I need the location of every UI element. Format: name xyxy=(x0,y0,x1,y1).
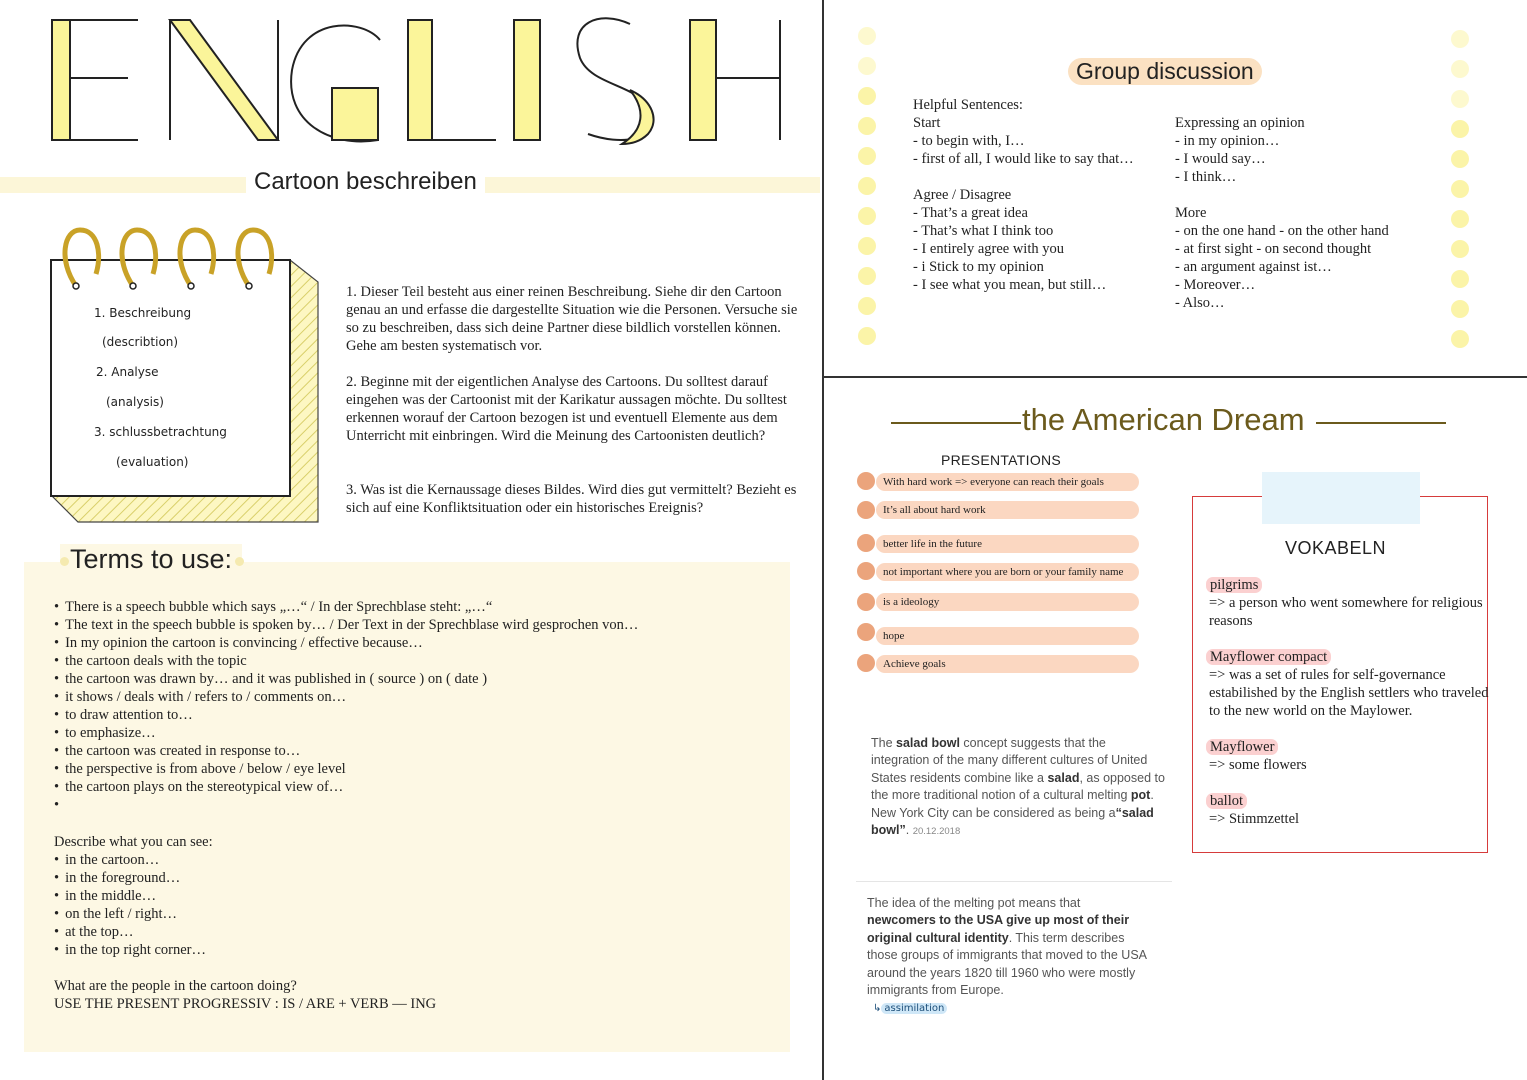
notebook-item: (evaluation) xyxy=(116,455,189,469)
list-item: • the cartoon was drawn by… and it was published in ( source ) on ( date ) xyxy=(54,670,638,688)
list-item: • The text in the speech bubble is spoken by… / Der Text in der Sprechblase wird gesprochen von… xyxy=(54,616,638,634)
list-item: - I entirely agree with you xyxy=(913,241,1064,257)
gd-left-column xyxy=(913,96,1163,294)
vocab-definition: => Stimmzettel xyxy=(1209,811,1300,827)
melting-pot-paragraph xyxy=(867,895,1147,999)
list-item: - in my opinion… xyxy=(1175,133,1280,149)
decor-dot xyxy=(858,237,876,255)
decor-dot xyxy=(1451,210,1469,228)
decor-dot xyxy=(1451,30,1469,48)
agree-heading: Agree / Disagree xyxy=(913,187,1012,203)
decor-dot xyxy=(1451,270,1469,288)
vocab-term: Mayflower xyxy=(1206,739,1278,755)
presentation-item: not important where you are born or your family name xyxy=(876,563,1139,581)
helpful-heading: Helpful Sentences: xyxy=(913,97,1023,113)
decor-dot xyxy=(1451,330,1469,348)
list-item: - Also… xyxy=(1175,295,1225,311)
decor-dot xyxy=(1451,180,1469,198)
list-item: • the cartoon was created in response to… xyxy=(54,742,638,760)
text-run: The idea of the melting pot means that xyxy=(867,896,1081,910)
gd-right-column xyxy=(1175,114,1435,312)
presentations-title: PRESENTATIONS xyxy=(941,452,1062,468)
terms-title: Terms to use: xyxy=(60,544,242,575)
american-dream-title: the American Dream xyxy=(1022,402,1305,437)
horizontal-divider xyxy=(824,376,1527,378)
vocab-title: VOKABELN xyxy=(1285,538,1387,558)
start-heading: Start xyxy=(913,115,941,131)
notebook-item: (analysis) xyxy=(106,395,164,409)
decor-dot xyxy=(1451,150,1469,168)
page-title xyxy=(40,10,800,150)
list-item: - Moreover… xyxy=(1175,277,1256,293)
notebook-item: 1. Beschreibung xyxy=(94,306,192,320)
terms-list xyxy=(54,598,638,814)
list-item: • in the top right corner… xyxy=(54,941,206,959)
vocab-term: ballot xyxy=(1206,793,1247,809)
list-item: • the perspective is from above / below / eye level xyxy=(54,760,638,778)
decor-dot xyxy=(858,87,876,105)
describe-heading: Describe what you can see: xyxy=(54,834,213,850)
list-item: • the cartoon deals with the topic xyxy=(54,652,638,670)
people-question: What are the people in the cartoon doing? xyxy=(54,978,297,994)
decor-dot xyxy=(858,297,876,315)
assimilation-label: assimilation xyxy=(881,1003,947,1014)
section-subtitle: Cartoon beschreiben xyxy=(246,168,485,196)
decor-dot xyxy=(858,177,876,195)
bullet-dot xyxy=(857,472,875,490)
list-item: - I would say… xyxy=(1175,151,1266,167)
text-run: concept suggests that the integration of the many different cultures of United States residents combine like a xyxy=(871,736,1148,785)
presentation-item: It’s all about hard work xyxy=(876,501,1139,519)
instruction-paragraph: 2. Beginne mit der eigentlichen Analyse des Cartoons. Du solltest darauf eingehen was der Cartoonist mit der Karikatur aussagen möchte. Du solltest erkennen worauf der Cartoon bezogen ist und eventuell Elemente aus dem Unterricht mit einbringen. Wird die Meinung des Cartoonisten deutlich? xyxy=(346,374,787,444)
list-item: • in the foreground… xyxy=(54,869,206,887)
text-run: pot xyxy=(1130,788,1151,803)
text-run: newcomers to the USA give up most of their original cultural identity xyxy=(867,913,1130,945)
list-item: • at the top… xyxy=(54,923,206,941)
text-run: salad xyxy=(1047,770,1080,785)
list-item: - i Stick to my opinion xyxy=(913,259,1044,275)
text-run: “salad bowl” xyxy=(871,805,1154,838)
text-run: The xyxy=(871,736,897,750)
describe-list xyxy=(54,851,206,959)
text-run: . xyxy=(905,823,910,838)
salad-bowl-paragraph xyxy=(871,735,1167,840)
list-item: • to emphasize… xyxy=(54,724,638,742)
list-item: • on the left / right… xyxy=(54,905,206,923)
vocab-tab xyxy=(1262,472,1420,524)
decor-dot xyxy=(1451,240,1469,258)
text-run: . New York City can be considered as being a xyxy=(871,788,1154,820)
separator xyxy=(856,881,1172,882)
presentation-item: hope xyxy=(876,627,1139,645)
bullet-dot xyxy=(857,623,875,641)
decor-dot xyxy=(858,117,876,135)
decor-dot xyxy=(858,57,876,75)
bullet-dot xyxy=(857,593,875,611)
list-item: - at first sight - on second thought xyxy=(1175,241,1372,257)
date-label: 20.12.2018 xyxy=(912,826,961,838)
list-item: - That’s a great idea xyxy=(913,205,1028,221)
list-item: • in the cartoon… xyxy=(54,851,206,869)
list-item: - an argument against ist… xyxy=(1175,259,1332,275)
opinion-heading: Expressing an opinion xyxy=(1175,115,1305,131)
bullet-dot xyxy=(857,562,875,580)
decor-dot xyxy=(1451,60,1469,78)
decor-dot xyxy=(858,147,876,165)
bullet-dot xyxy=(857,501,875,519)
decor-dot xyxy=(235,557,244,566)
presentation-item: With hard work => everyone can reach their goals xyxy=(876,473,1139,491)
decor-dot xyxy=(1451,300,1469,318)
text-run: , as opposed to the more traditional notion of a cultural melting xyxy=(871,770,1165,803)
list-item: • it shows / deals with / refers to / comments on… xyxy=(54,688,638,706)
vocab-definition: => some flowers xyxy=(1209,757,1307,773)
vocab-definition: => was a set of rules for self-governance estabilished by the English settlers who traveled to the new world on the Maylower. xyxy=(1209,667,1489,719)
vocab-term: pilgrims xyxy=(1206,577,1262,593)
group-discussion-title: Group discussion xyxy=(1068,58,1262,85)
bullet-dot xyxy=(857,534,875,552)
decor-dot xyxy=(858,27,876,45)
decor-dot xyxy=(1451,90,1469,108)
list-item: - first of all, I would like to say that… xyxy=(913,151,1134,167)
list-item: • the cartoon plays on the stereotypical view of… xyxy=(54,778,638,796)
list-item: - I think… xyxy=(1175,169,1237,185)
vertical-divider xyxy=(822,0,824,1080)
list-item: - to begin with, I… xyxy=(913,133,1025,149)
instruction-paragraph: 1. Dieser Teil besteht aus einer reinen Beschreibung. Siehe dir den Cartoon genau an und erfasse die dargestellte Situation wie die Personen. Versuche sie so zu beschreiben, dass sich deine Partner diese bildlich vorstellen können. Gehe am besten systematisch vor. xyxy=(346,284,798,354)
list-item: • in the middle… xyxy=(54,887,206,905)
notebook-item: 2. Analyse xyxy=(96,365,159,379)
decor-dot xyxy=(858,267,876,285)
text-run: salad bowl xyxy=(896,736,960,750)
instruction-paragraph: 3. Was ist die Kernaussage dieses Bildes. Wird dies gut vermittelt? Bezieht es sich auf eine Konfliktsituation oder ein historisches Ereignis? xyxy=(346,482,797,516)
progressive-rule: USE THE PRESENT PROGRESSIV : IS / ARE + VERB — ING xyxy=(54,996,437,1012)
presentation-item: Achieve goals xyxy=(876,655,1139,673)
decor-dot xyxy=(60,557,69,566)
notebook-item: (describtion) xyxy=(102,335,179,349)
bullet-dot xyxy=(857,654,875,672)
list-item: • In my opinion the cartoon is convincing / effective because… xyxy=(54,634,638,652)
list-item: • to draw attention to… xyxy=(54,706,638,724)
list-item: - I see what you mean, but still… xyxy=(913,277,1107,293)
title-rule xyxy=(1316,422,1446,424)
title-rule xyxy=(891,422,1021,424)
decor-dot xyxy=(858,207,876,225)
notebook-illustration xyxy=(40,220,330,530)
assimilation-note: ↳ assimilation xyxy=(873,1003,947,1014)
list-item xyxy=(54,796,638,814)
list-item: - on the one hand - on the other hand xyxy=(1175,223,1389,239)
presentation-item: better life in the future xyxy=(876,535,1139,553)
list-item: - That’s what I think too xyxy=(913,223,1054,239)
list-item: • There is a speech bubble which says „…“ / In der Sprechblase steht: „…“ xyxy=(54,598,638,616)
notebook-item: 3. schlussbetrachtung xyxy=(94,425,227,439)
more-heading: More xyxy=(1175,205,1207,221)
vocab-definition: => a person who went somewhere for religious reasons xyxy=(1209,595,1483,629)
decor-dot xyxy=(1451,120,1469,138)
presentation-item: is a ideology xyxy=(876,593,1139,611)
vocab-term: Mayflower compact xyxy=(1206,649,1331,665)
decor-dot xyxy=(858,327,876,345)
text-run: . This term describes those groups of immigrants that moved to the USA around the years 1820 till 1960 who were mostly immigrants from Europe. xyxy=(867,930,1147,998)
